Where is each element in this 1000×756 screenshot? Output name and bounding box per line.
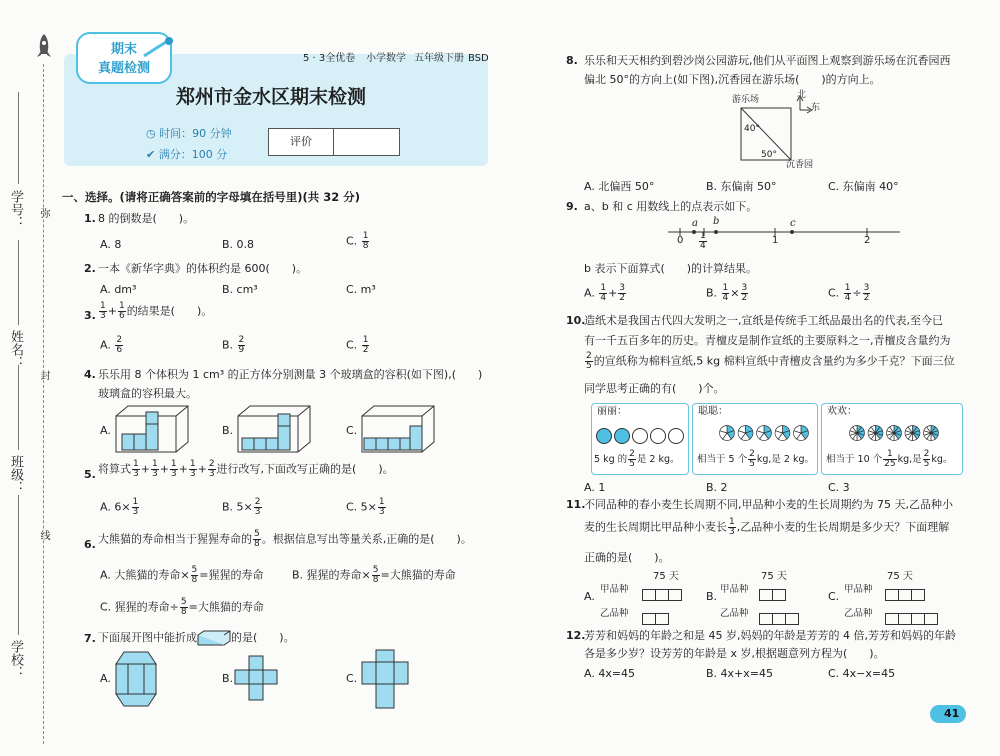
q11-option-a[interactable]: A. bbox=[584, 590, 595, 603]
q7-option-b[interactable]: B. bbox=[222, 672, 234, 685]
q12-text1: 芳芳和妈妈的年龄之和是 45 岁,妈妈的年龄是芳芳的 4 倍,芳芳和妈妈的年龄 bbox=[584, 629, 956, 642]
q10-num: 10. bbox=[566, 314, 586, 327]
q1-text: 8 的倒数是( )。 bbox=[98, 212, 195, 225]
glass-box-b bbox=[236, 404, 312, 454]
lili-f2: 是 2 kg。 bbox=[636, 454, 680, 465]
q12-option-a[interactable]: A. 4x=45 bbox=[584, 667, 636, 680]
congcong-pies bbox=[718, 424, 810, 442]
q4-option-c[interactable]: C. bbox=[346, 424, 358, 437]
q7-text bbox=[98, 630, 295, 646]
q8-fig-angle1: 40° bbox=[744, 124, 760, 134]
q10-text3: $\frac{2}{5}$ 的宣纸称为棉料宣纸,5 kg 棉料宣纸中青檀皮含量约为多少千克？下面三位 bbox=[586, 351, 955, 371]
binding-mi: 弥 bbox=[38, 208, 49, 218]
clock-icon: ◷ bbox=[146, 127, 160, 140]
nl-label-c: c bbox=[790, 218, 796, 229]
q6-option-c-tail: =大熊猫的寿命 bbox=[188, 600, 264, 614]
name-label: 姓名： bbox=[8, 330, 23, 369]
q8-text2: 偏北 50°的方向上(如下图),沉香园在游乐场( )的方向上。 bbox=[584, 73, 881, 86]
q11-text2-lead: 麦的生长周期比甲品种小麦长 bbox=[584, 520, 727, 534]
q11-a-jia: 甲品种 bbox=[600, 584, 629, 595]
q2-num: 2. bbox=[84, 262, 96, 275]
q11-num: 11. bbox=[566, 498, 586, 511]
q2-option-a[interactable]: A. dm³ bbox=[100, 283, 137, 296]
q1-option-a[interactable]: A. 8 bbox=[100, 238, 122, 251]
q3-text-tail: 的结果是( )。 bbox=[126, 304, 213, 318]
q9-option-a[interactable]: A. $\frac{1}{4}$ + $\frac{3}{2}$ bbox=[584, 283, 626, 303]
q8-fig-angle2: 50° bbox=[761, 150, 777, 160]
q3-option-a-label: A. bbox=[100, 338, 111, 352]
q5-num: 5. bbox=[84, 468, 96, 481]
q12-option-b[interactable]: B. 4x+x=45 bbox=[706, 667, 773, 680]
q2-option-b[interactable]: B. cm³ bbox=[222, 283, 258, 296]
q10-option-b[interactable]: B. 2 bbox=[706, 481, 728, 494]
q11-b-jia-bar bbox=[760, 584, 786, 603]
q11-text2: 麦的生长周期比甲品种小麦长 $\frac{1}{3}$ ,乙品种小麦的生长周期是多少天？下面理解 bbox=[584, 517, 950, 537]
q7-option-a[interactable]: A. bbox=[100, 672, 111, 685]
exam-time-text: 时间：90 分钟 bbox=[159, 127, 232, 140]
q8-fig-east: 东 bbox=[811, 103, 821, 113]
exam-full-text: 满分：100 分 bbox=[158, 148, 228, 161]
q6-option-b-lead: B. 猩猩的寿命× bbox=[292, 568, 371, 582]
binding-dashed-line bbox=[43, 64, 44, 744]
q10-option-a[interactable]: A. 1 bbox=[584, 481, 606, 494]
q8-text1: 乐乐和天天相约到碧沙岗公园游玩,他们从平面图上观察到游乐场在沉香园西 bbox=[584, 54, 951, 67]
section-heading: 一、选择。(请将正确答案前的字母填在括号里)(共 32 分) bbox=[62, 190, 361, 204]
q9-option-b-label: B. bbox=[706, 286, 718, 300]
comet-icon bbox=[142, 36, 176, 62]
glass-box-c bbox=[360, 404, 436, 454]
nl-quarter-num: 1 bbox=[700, 231, 706, 241]
q11-b-yi: 乙品种 bbox=[720, 608, 749, 619]
q11-c-jia: 甲品种 bbox=[844, 584, 873, 595]
rocket-icon bbox=[36, 34, 52, 64]
q3-num: 3. bbox=[84, 309, 96, 322]
fraction: $\frac{1}{8}$ bbox=[362, 231, 369, 251]
q11-option-c[interactable]: C. bbox=[828, 590, 840, 603]
nl-label-b: b bbox=[713, 216, 720, 227]
q10-text4: 同学思考正确的有( )个。 bbox=[584, 382, 725, 395]
q11-text3: 正确的是( )。 bbox=[584, 551, 670, 564]
q9-option-b[interactable]: B. $\frac{1}{4}$ × $\frac{3}{2}$ bbox=[706, 283, 748, 303]
badge-line2: 真题检测 bbox=[97, 61, 150, 76]
q3-option-a[interactable]: A. $\frac{2}{6}$ bbox=[100, 335, 123, 355]
q10-text2: 有一千五百多年的历史。青檀皮是制作宣纸的主要原料之一,青檀皮含量约为 bbox=[584, 334, 951, 347]
q3-text: $\frac{1}{3}$ + $\frac{1}{6}$ 的结果是( )。 bbox=[100, 301, 213, 321]
congcong-name: 聪聪： bbox=[698, 406, 728, 417]
school-label: 学校： bbox=[8, 640, 23, 679]
net-a bbox=[114, 650, 158, 708]
binding-xian: 线 bbox=[38, 530, 49, 540]
header-edition: BSD bbox=[468, 53, 489, 64]
lili-f1: 5 kg 的 bbox=[594, 454, 628, 465]
page-title: 郑州市金水区期末检测 bbox=[176, 86, 367, 108]
q4-text2: 玻璃盒的容积最大。 bbox=[98, 387, 197, 400]
q10-text3-tail: 的宣纸称为棉料宣纸,5 kg 棉料宣纸中青檀皮含量约为多少千克？下面三位 bbox=[593, 354, 955, 368]
huanhuan-f1: 相当于 10 个 bbox=[826, 454, 883, 465]
header-grade: 五年级下册 bbox=[414, 53, 464, 64]
q9-option-a-label: A. bbox=[584, 286, 595, 300]
huanhuan-name: 欢欢： bbox=[827, 406, 857, 417]
q2-text: 一本《新华字典》的体积约是 600( )。 bbox=[98, 262, 308, 275]
q8-fig-garden: 沉香园 bbox=[786, 160, 814, 170]
q8-fig-north: 北 bbox=[797, 90, 807, 100]
exam-full bbox=[146, 148, 227, 161]
q8-direction-diagram bbox=[730, 96, 820, 168]
class-label: 班级： bbox=[8, 455, 23, 494]
page-number: 41 bbox=[944, 707, 960, 720]
q5-option-c-label: C. 5× bbox=[346, 500, 377, 514]
q11-a-jia-bar bbox=[643, 584, 682, 603]
student-id-label: 学号： bbox=[8, 190, 23, 229]
q7-lead: 下面展开图中能折成 bbox=[98, 631, 197, 644]
q6-option-a-tail: =猩猩的寿命 bbox=[199, 568, 264, 582]
q5-lead: 将算式 bbox=[98, 462, 131, 476]
congcong-formula: 相当于 5 个 $\frac{2}{5}$ kg,是 2 kg。 bbox=[697, 449, 814, 469]
q4-num: 4. bbox=[84, 368, 96, 381]
q6-option-a[interactable]: A. 大熊猫的寿命× $\frac{5}{8}$ =猩猩的寿命 bbox=[100, 565, 264, 585]
q9-option-c[interactable]: C. $\frac{1}{4}$ ÷ $\frac{3}{2}$ bbox=[828, 283, 870, 303]
nl-tick-1: 1 bbox=[772, 235, 779, 246]
nl-tick-2: 2 bbox=[864, 235, 871, 246]
q8-option-a[interactable]: A. 北偏西 50° bbox=[584, 180, 655, 193]
q5-option-b-label: B. 5× bbox=[222, 500, 253, 514]
q8-num: 8. bbox=[566, 54, 578, 67]
q9-text: a、b 和 c 用数线上的点表示如下。 bbox=[584, 200, 758, 213]
binding-feng: 封 bbox=[38, 370, 49, 380]
q12-option-c[interactable]: C. 4x−x=45 bbox=[828, 667, 896, 680]
evaluation-input[interactable] bbox=[334, 129, 398, 155]
nl-label-a: a bbox=[692, 218, 698, 229]
q11-b-yi-bar bbox=[760, 608, 799, 627]
q1-num: 1. bbox=[84, 212, 96, 225]
huanhuan-f2: kg,是 bbox=[897, 454, 922, 465]
q12-text2: 各是多少岁？设芳芳的年龄是 x 岁,根据题意列方程为( )。 bbox=[584, 647, 885, 660]
net-b bbox=[234, 654, 280, 704]
q6-num: 6. bbox=[84, 538, 96, 551]
q11-c-yi: 乙品种 bbox=[844, 608, 873, 619]
q5-tail: 进行改写,下面改写正确的是( )。 bbox=[216, 462, 394, 476]
q8-option-b[interactable]: B. 东偏南 50° bbox=[706, 180, 777, 193]
q7-option-c[interactable]: C. bbox=[346, 672, 358, 685]
evaluation-label: 评价 bbox=[269, 129, 334, 155]
cuboid-icon bbox=[197, 630, 231, 646]
nl-tick-quarter bbox=[698, 232, 708, 251]
q6-option-c[interactable]: C. 猩猩的寿命÷ $\frac{5}{8}$ =大熊猫的寿命 bbox=[100, 597, 264, 617]
q6-text: 大熊猫的寿命相当于猩猩寿命的 $\frac{5}{8}$ 。根据信息写出等量关系,正确的是( )。 bbox=[98, 529, 472, 549]
q8-fig-amusement: 游乐场 bbox=[732, 95, 760, 105]
school-field[interactable] bbox=[18, 495, 19, 635]
q2-option-c[interactable]: C. m³ bbox=[346, 283, 376, 296]
q6-option-c-lead: C. 猩猩的寿命÷ bbox=[100, 600, 179, 614]
q11-b-jia: 甲品种 bbox=[720, 584, 749, 595]
lili-circles bbox=[596, 425, 686, 444]
q11-a-yi-bar bbox=[643, 608, 669, 627]
congcong-f2: kg,是 2 kg。 bbox=[756, 454, 814, 465]
q12-num: 12. bbox=[566, 629, 586, 642]
q3-option-c-label: C. bbox=[346, 338, 358, 352]
q11-c-jia-bar bbox=[886, 584, 925, 603]
badge-line1: 期末 bbox=[110, 42, 137, 57]
q6-tail: 。根据信息写出等量关系,正确的是( )。 bbox=[261, 532, 472, 546]
q3-option-b-label: B. bbox=[222, 338, 234, 352]
q3-option-b[interactable]: B. $\frac{2}{9}$ bbox=[222, 335, 245, 355]
q5-option-a-label: A. 6× bbox=[100, 500, 131, 514]
q3-option-c[interactable]: C. $\frac{1}{2}$ bbox=[346, 335, 369, 355]
q5-option-b[interactable]: B. 5× $\frac{2}{3}$ bbox=[222, 497, 261, 517]
q11-option-b[interactable]: B. bbox=[706, 590, 718, 603]
q11-text1: 不同品种的春小麦生长周期不同,甲品种小麦的生长周期约为 75 天,乙品种小 bbox=[584, 498, 953, 511]
q9-num: 9. bbox=[566, 200, 578, 213]
q8-option-c[interactable]: C. 东偏南 40° bbox=[828, 180, 899, 193]
student-id-field[interactable] bbox=[18, 92, 19, 184]
q11-b-days: 75 天 bbox=[761, 571, 787, 582]
congcong-f1: 相当于 5 个 bbox=[697, 454, 748, 465]
q5-option-a[interactable]: A. 6× $\frac{1}{3}$ bbox=[100, 497, 139, 517]
q5-option-c[interactable]: C. 5× $\frac{1}{3}$ bbox=[346, 497, 385, 517]
class-field[interactable] bbox=[18, 365, 19, 450]
q11-text2-tail: ,乙品种小麦的生长周期是多少天？下面理解 bbox=[736, 520, 950, 534]
huanhuan-f3: kg。 bbox=[931, 454, 953, 465]
glass-box-a bbox=[114, 404, 190, 454]
q9-text2: b 表示下面算式( )的计算结果。 bbox=[584, 262, 758, 275]
net-c bbox=[360, 648, 410, 710]
q4-option-b[interactable]: B. bbox=[222, 424, 234, 437]
q4-text: 乐乐用 8 个体积为 1 cm³ 的正方体分别测量 3 个玻璃盒的容积(如下图),( ) bbox=[98, 368, 483, 381]
q4-option-a[interactable]: A. bbox=[100, 424, 111, 437]
check-icon: ✔ bbox=[146, 148, 159, 161]
q11-c-days: 75 天 bbox=[887, 571, 913, 582]
name-field[interactable] bbox=[18, 240, 19, 325]
lili-formula: 5 kg 的 $\frac{2}{5}$ 是 2 kg。 bbox=[594, 449, 680, 469]
q10-option-c[interactable]: C. 3 bbox=[828, 481, 850, 494]
q1-option-c-label: C. bbox=[346, 234, 358, 248]
q7-num: 7. bbox=[84, 632, 96, 645]
q6-option-b[interactable]: B. 猩猩的寿命× $\frac{5}{8}$ =大熊猫的寿命 bbox=[292, 565, 456, 585]
nl-quarter-den: 4 bbox=[700, 241, 706, 251]
q11-a-yi: 乙品种 bbox=[600, 608, 629, 619]
q6-lead: 大熊猫的寿命相当于猩猩寿命的 bbox=[98, 532, 252, 546]
huanhuan-formula: 相当于 10 个 $\frac{1}{25}$ kg,是 $\frac{2}{5}$ kg。 bbox=[826, 449, 953, 469]
q6-option-a-lead: A. 大熊猫的寿命× bbox=[100, 568, 190, 582]
lili-name: 丽丽： bbox=[597, 406, 627, 417]
huanhuan-pies bbox=[848, 424, 940, 442]
q1-option-c[interactable] bbox=[346, 232, 370, 251]
q10-text1: 造纸术是我国古代四大发明之一,宣纸是传统手工纸品最出名的代表,至今已 bbox=[584, 314, 943, 327]
q9-option-c-label: C. bbox=[828, 286, 840, 300]
q11-a-days: 75 天 bbox=[653, 571, 679, 582]
header-subject: 小学数学 bbox=[366, 53, 406, 64]
q1-option-b[interactable]: B. 0.8 bbox=[222, 238, 255, 251]
q7-tail: 的是( )。 bbox=[231, 631, 295, 644]
q11-c-yi-bar bbox=[886, 608, 938, 627]
nl-tick-0: 0 bbox=[677, 235, 684, 246]
header-book: 5 · 3全优卷 bbox=[303, 53, 356, 64]
q5-text: 将算式 $\frac{1}{3}$ + $\frac{1}{3}$ + $\frac{1}{3}$ + $\frac{1}{3}$ + $\frac{2}{3}$ 进行改写,下面改写正确的是( )。 bbox=[98, 459, 394, 479]
exam-time bbox=[146, 127, 232, 140]
q6-option-b-tail: =大熊猫的寿命 bbox=[380, 568, 456, 582]
